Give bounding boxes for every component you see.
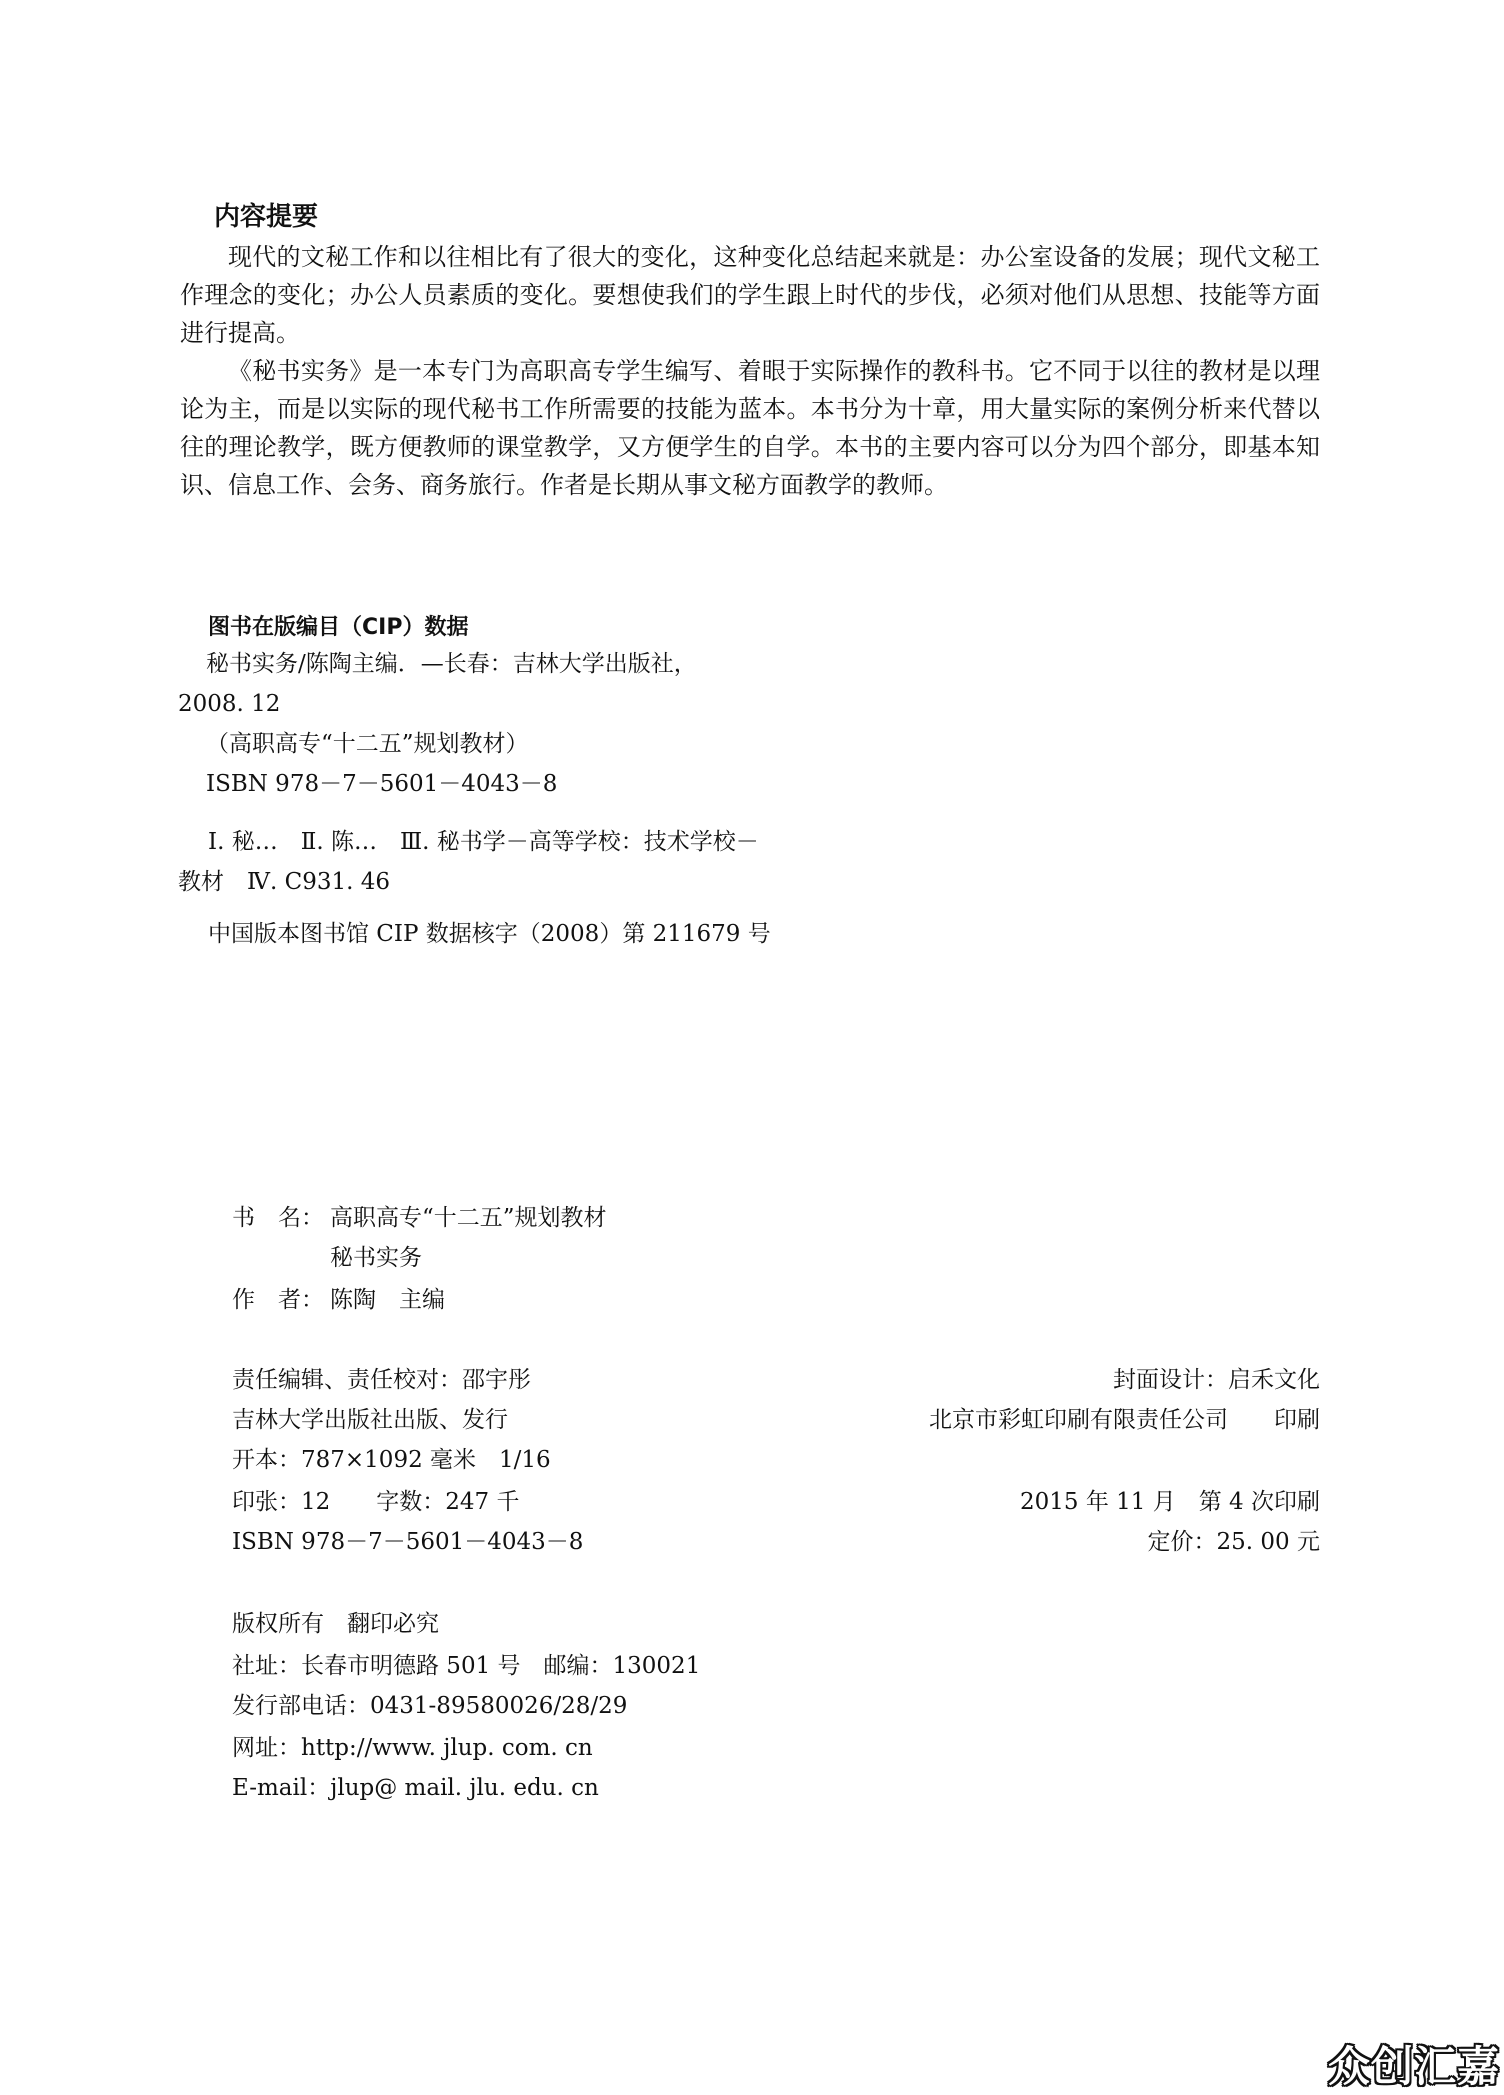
summary-paragraph: 《秘书实务》是一本专门为高职高专学生编写、着眼于实际操作的教科书。它不同于以往的教材是以理论为主，而是以实际的现代秘书工作所需要的技能为蓝本。本书分为十章，用大量实际的案例分析来代替以往的理论教学，既方便教师的课堂教学，又方便学生的自学。本书的主要内容可以分为四个部分，即基本知识、信息工作、会务、商务旅行。作者是长期从事文秘方面教学的教师。 xyxy=(180,357,1320,499)
cip-isbn: ISBN 978－7－5601－4043－8 xyxy=(206,771,558,797)
summary-body xyxy=(180,238,1320,504)
format: 开本：787×1092 毫米 1/16 xyxy=(232,1447,551,1473)
imprint-isbn: ISBN 978－7－5601－4043－8 xyxy=(232,1529,584,1555)
phone: 发行部电话：0431-89580026/28/29 xyxy=(232,1693,628,1719)
cip-record-number: 中国版本图书馆 CIP 数据核字（2008）第 211679 号 xyxy=(208,921,771,947)
watermark-logo: 众创汇嘉 xyxy=(1327,2042,1500,2091)
book-title: 秘书实务 xyxy=(330,1245,422,1271)
email: E-mail：jlup@ mail. jlu. edu. cn xyxy=(232,1775,599,1801)
copyright-notice: 版权所有 翻印必究 xyxy=(232,1611,439,1637)
cover-design: 封面设计：启禾文化 xyxy=(1113,1367,1320,1393)
printing-date: 2015 年 11 月 第 4 次印刷 xyxy=(1020,1489,1320,1515)
printer: 北京市彩虹印刷有限责任公司 印刷 xyxy=(929,1407,1320,1433)
website: 网址：http://www. jlup. com. cn xyxy=(232,1735,593,1761)
summary-paragraph: 现代的文秘工作和以往相比有了很大的变化，这种变化总结起来就是：办公室设备的发展；现代文秘工作理念的变化；办公人员素质的变化。要想使我们的学生跟上时代的步伐，必须对他们从思想、技能等方面进行提高。 xyxy=(180,243,1320,347)
book-name-label: 书 名： xyxy=(232,1205,324,1231)
sheets-wordcount: 印张：12 字数：247 千 xyxy=(232,1489,520,1515)
author: 陈陶 主编 xyxy=(330,1287,445,1313)
publisher: 吉林大学出版社出版、发行 xyxy=(232,1407,508,1433)
summary-title: 内容提要 xyxy=(214,202,319,232)
cip-title: 图书在版编目（CIP）数据 xyxy=(208,615,469,640)
cip-line: （高职高专“十二五”规划教材） xyxy=(206,731,529,757)
address: 社址：长春市明德路 501 号 邮编：130021 xyxy=(232,1653,701,1679)
cip-classification: 教材 Ⅳ. C931. 46 xyxy=(178,869,390,895)
book-series: 高职高专“十二五”规划教材 xyxy=(330,1205,607,1231)
cip-line: 2008. 12 xyxy=(178,691,281,717)
cip-line: 秘书实务/陈陶主编．—长春：吉林大学出版社， xyxy=(206,651,697,677)
cip-classification: Ⅰ. 秘… Ⅱ. 陈… Ⅲ. 秘书学－高等学校：技术学校－ xyxy=(208,829,759,855)
editor: 责任编辑、责任校对：邵宇彤 xyxy=(232,1367,531,1393)
author-label: 作 者： xyxy=(232,1287,324,1313)
price: 定价：25. 00 元 xyxy=(1147,1529,1320,1555)
